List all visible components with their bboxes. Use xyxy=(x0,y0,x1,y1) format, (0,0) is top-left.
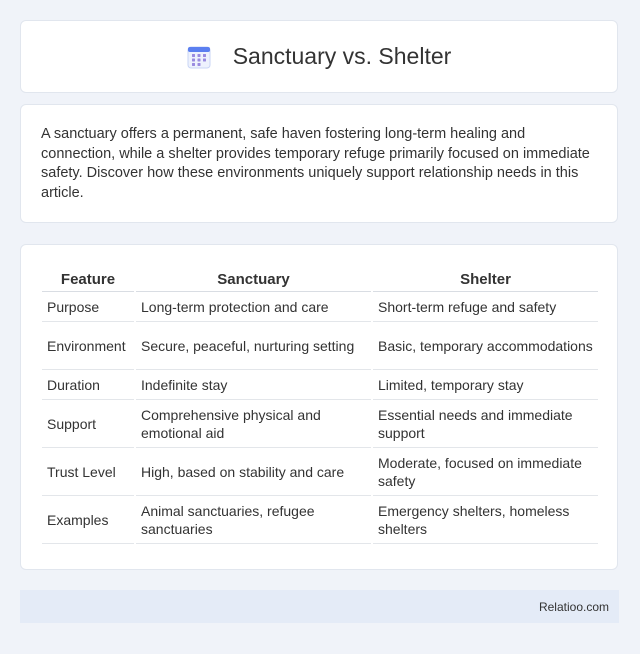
table-cell-sanctuary: Long-term protection and care xyxy=(136,292,371,322)
table-cell-shelter: Emergency shelters, homeless shelters xyxy=(373,496,598,544)
table-cell-sanctuary: High, based on stability and care xyxy=(136,448,371,496)
table-cell-feature: Trust Level xyxy=(42,448,134,496)
header-shelter: Shelter xyxy=(373,265,598,292)
page-title: Sanctuary vs. Shelter xyxy=(232,43,452,69)
table-cell-sanctuary: Secure, peaceful, nurturing setting xyxy=(136,322,371,370)
table-cell-shelter: Short-term refuge and safety xyxy=(373,292,598,322)
comparison-card xyxy=(20,244,618,570)
table-row xyxy=(42,496,598,544)
table-row xyxy=(42,448,598,496)
footer-brand[interactable]: Relatioo.com xyxy=(538,599,609,614)
header-sanctuary: Sanctuary xyxy=(136,265,371,292)
table-cell-shelter: Moderate, focused on immediate safety xyxy=(373,448,598,496)
intro-text: A sanctuary offers a permanent, safe haven fostering long-term healing and connection, while a shelter provides temporary refuge primarily focused on immediate safety. Discover how these environments uniquely support relationship needs in this article. xyxy=(41,126,590,201)
table-cell-feature: Support xyxy=(42,400,134,448)
comparison-table xyxy=(40,265,600,544)
table-header-row xyxy=(42,265,598,292)
title-card xyxy=(20,20,618,93)
table-row xyxy=(42,322,598,370)
table-cell-sanctuary: Indefinite stay xyxy=(136,370,371,400)
calendar-icon xyxy=(187,45,211,69)
table-cell-shelter: Limited, temporary stay xyxy=(373,370,598,400)
header-feature: Feature xyxy=(42,265,134,292)
footer xyxy=(20,590,619,623)
table-cell-shelter: Essential needs and immediate support xyxy=(373,400,598,448)
table-cell-sanctuary: Animal sanctuaries, refugee sanctuaries xyxy=(136,496,371,544)
table-cell-feature: Examples xyxy=(42,496,134,544)
table-cell-feature: Purpose xyxy=(42,292,134,322)
table-cell-feature: Duration xyxy=(42,370,134,400)
table-cell-feature: Environment xyxy=(42,322,134,370)
table-cell-sanctuary: Comprehensive physical and emotional aid xyxy=(136,400,371,448)
table-row xyxy=(42,292,598,322)
table-cell-shelter: Basic, temporary accommodations xyxy=(373,322,598,370)
table-row xyxy=(42,370,598,400)
intro-card xyxy=(20,104,618,223)
table-row xyxy=(42,400,598,448)
